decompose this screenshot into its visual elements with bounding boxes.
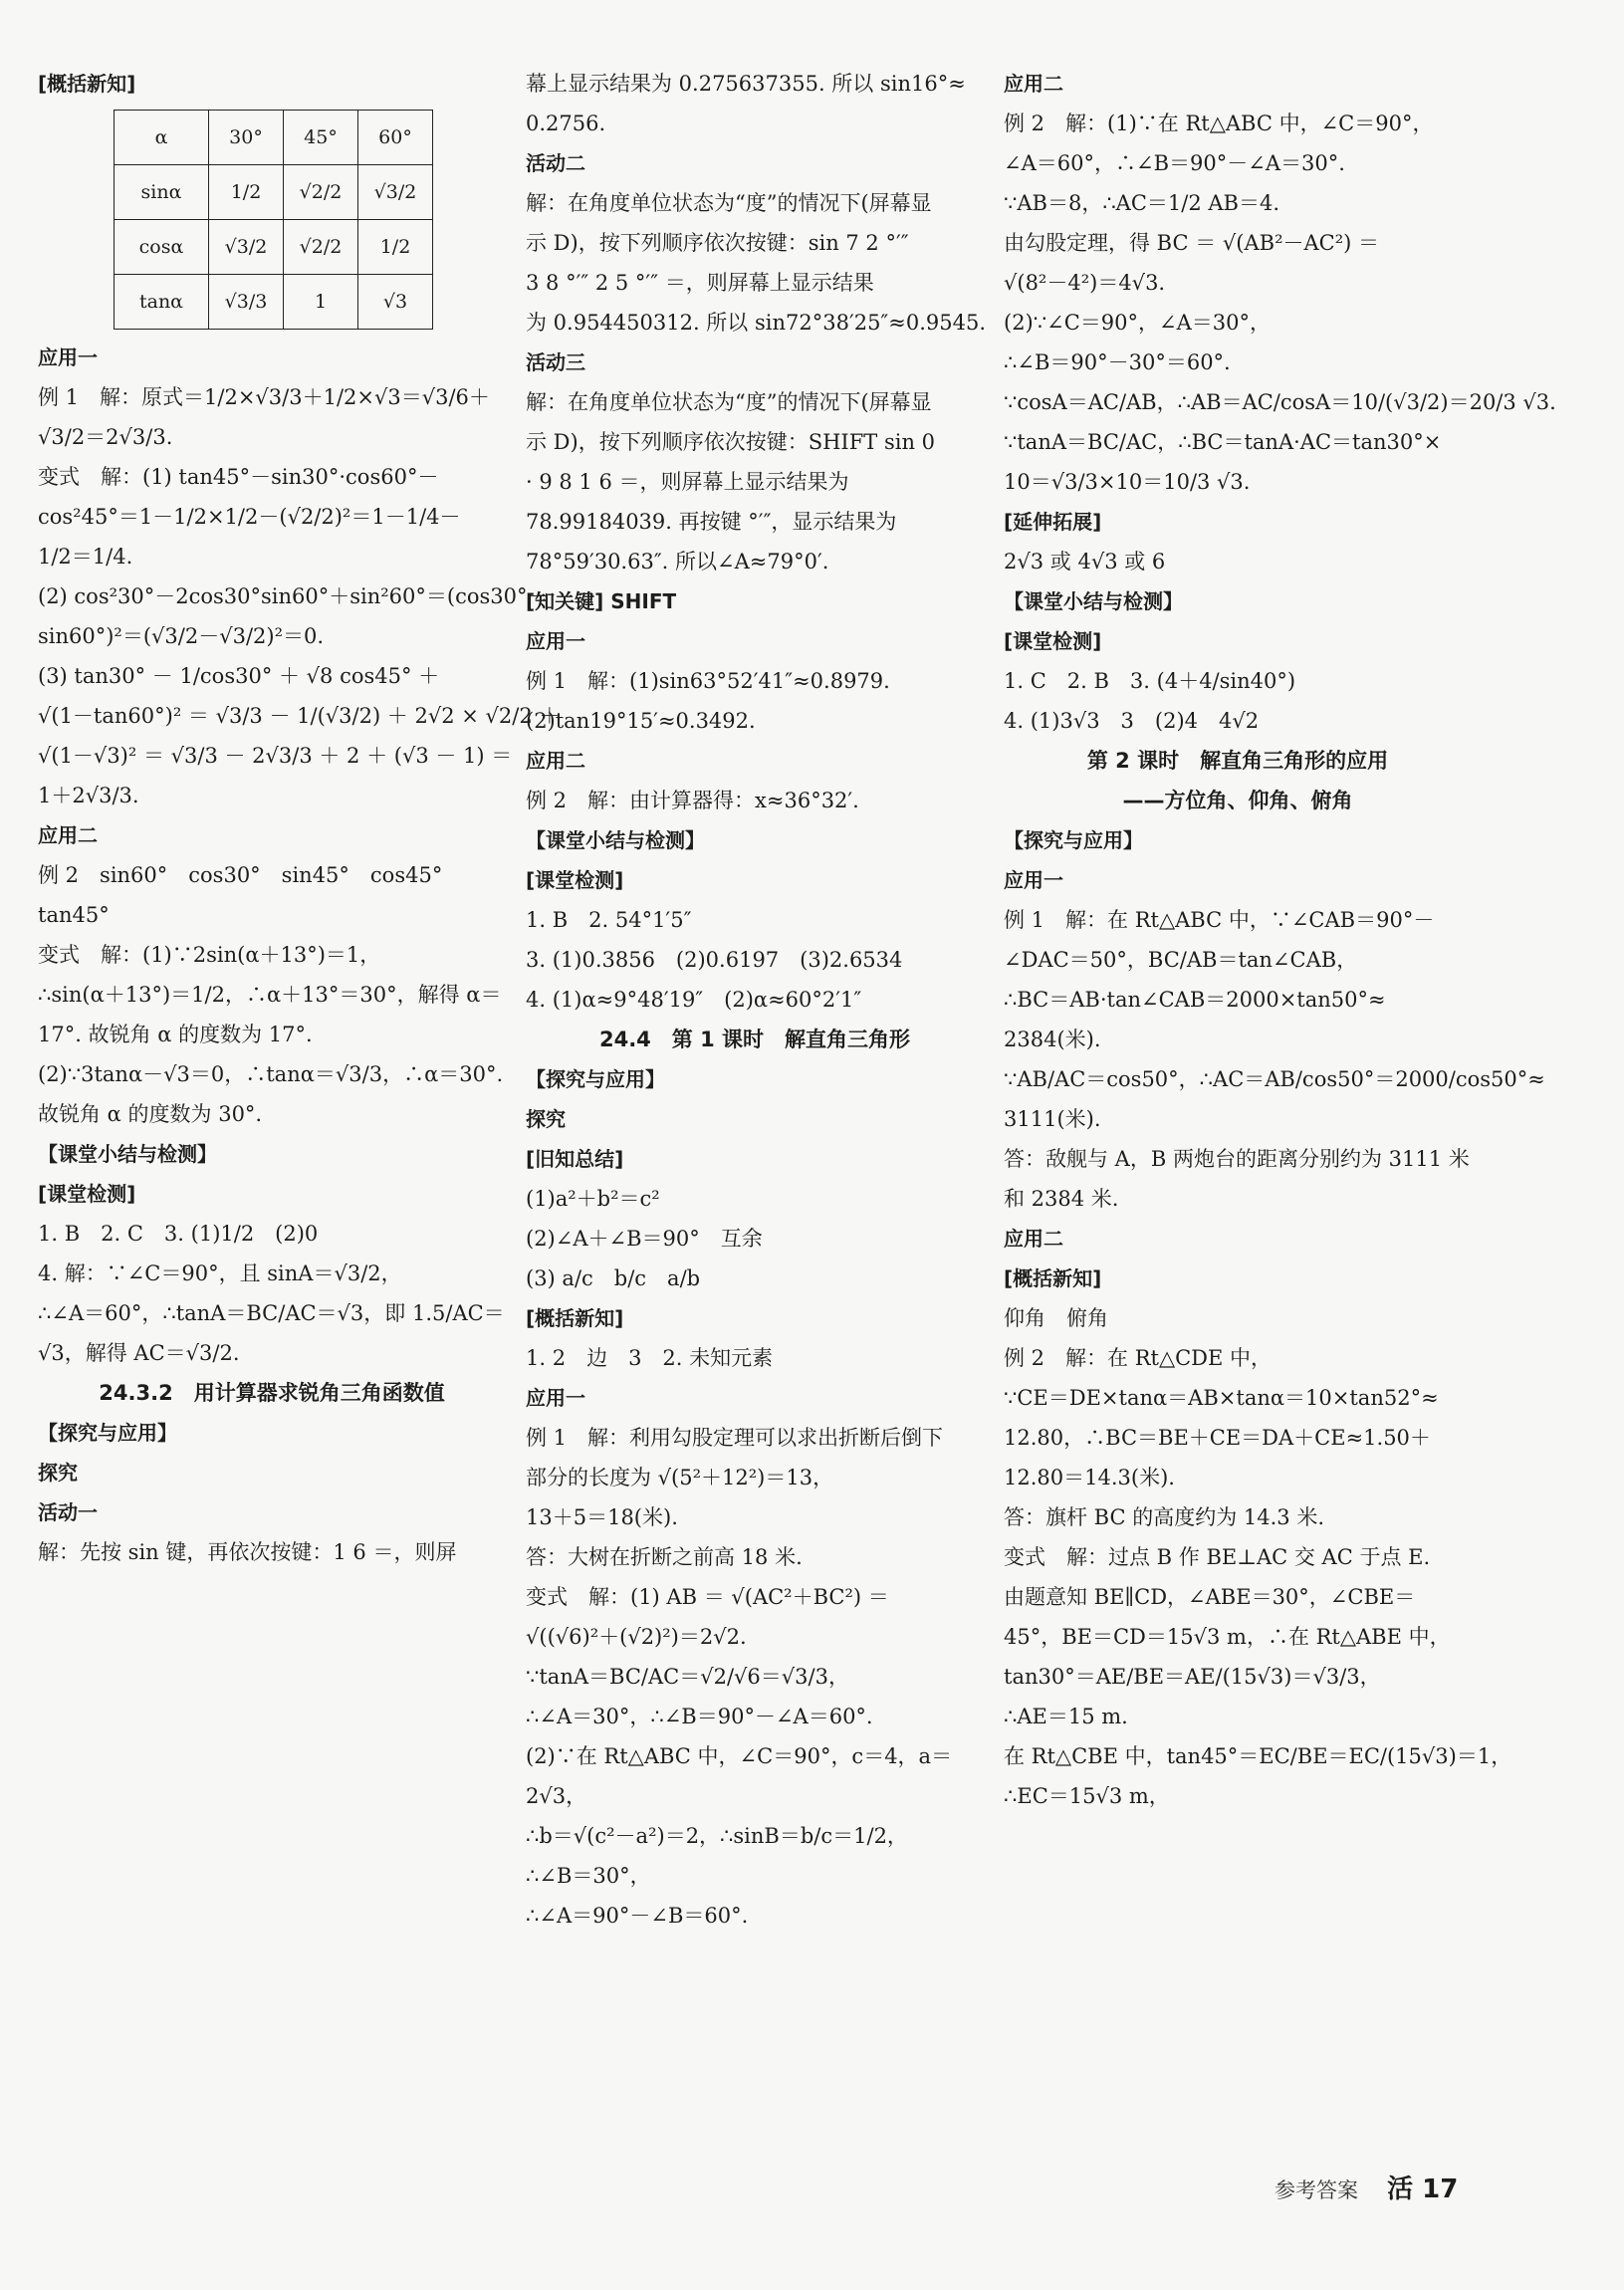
text-line: ∵cosA＝AC/AB，∴AB＝AC/cosA＝10/(√3/2)＝20/3 √3.: [1004, 390, 1556, 414]
text-line: 例 1 解：原式＝1/2×√3/3＋1/2×√3＝√3/6＋: [38, 385, 490, 409]
text-line: 应用二: [1004, 1227, 1063, 1251]
text-line: 2√3，: [526, 1784, 587, 1808]
table-cell: √2/2: [284, 165, 358, 220]
table-cell: cosα: [115, 220, 209, 275]
text-line: 示 D)，按下列顺序依次按键：SHIFT sin 0: [526, 430, 936, 454]
text-line: 4. (1)3√3 3 (2)4 4√2: [1004, 709, 1260, 733]
text-line: 应用一: [38, 345, 98, 369]
text-line: √(1－√3)² ＝ √3/3 － 2√3/3 ＋ 2 ＋ (√3 － 1) ＝: [38, 744, 513, 768]
table-cell: √3/2: [358, 165, 433, 220]
text-line: 由题意知 BE∥CD，∠ABE＝30°，∠CBE＝: [1004, 1585, 1416, 1609]
text-line: 例 1 解：利用勾股定理可以求出折断后倒下: [526, 1426, 944, 1450]
text-line: 1. 2 边 3 2. 未知元素: [526, 1346, 774, 1370]
text-line: [旧知总结]: [526, 1147, 624, 1171]
text-line: ∴AE＝15 m.: [1004, 1705, 1128, 1728]
text-line: 变式 解：(1)∵2sin(α＋13°)＝1，: [38, 943, 381, 967]
text-line: ∵AB＝8，∴AC＝1/2 AB＝4.: [1004, 191, 1280, 215]
text-line: [概括新知]: [526, 1306, 624, 1330]
text-line: sin60°)²＝(√3/2－√3/2)²＝0.: [38, 624, 325, 648]
table-cell: 45°: [284, 111, 358, 165]
text-line: 17°. 故锐角 α 的度数为 17°.: [38, 1023, 313, 1046]
text-line: (2)∵3tanα－√3＝0，∴tanα＝√3/3，∴α＝30°.: [38, 1062, 504, 1086]
text-line: ∴b＝√(c²－a²)＝2，∴sinB＝b/c＝1/2，: [526, 1824, 908, 1848]
text-line: 13＋5＝18(米).: [526, 1505, 678, 1529]
text-line: 和 2384 米.: [1004, 1187, 1119, 1211]
text-line: 45°，BE＝CD＝15√3 m，∴在 Rt△ABE 中，: [1004, 1625, 1451, 1649]
text-line: 由勾股定理，得 BC ＝ √(AB²－AC²) ＝: [1004, 231, 1380, 255]
column-middle: [526, 70, 987, 1942]
text-line: √3，解得 AC＝√3/2.: [38, 1341, 240, 1365]
text-line: ∴∠B＝30°，: [526, 1864, 651, 1888]
text-line: 应用二: [526, 749, 585, 773]
text-line: 活动二: [526, 151, 585, 175]
text-line: ∴∠A＝30°，∴∠B＝90°－∠A＝60°.: [526, 1705, 873, 1728]
page-footer: [1275, 2169, 1458, 2205]
text-line: 2384(米).: [1004, 1028, 1101, 1051]
table-cell: 1/2: [209, 165, 284, 220]
text-line: 0.2756.: [526, 112, 606, 135]
text-line: 部分的长度为 √(5²＋12²)＝13，: [526, 1466, 834, 1489]
text-line: 1. C 2. B 3. (4＋4/sin40°): [1004, 669, 1296, 693]
text-line: (2)∵∠C＝90°，∠A＝30°，: [1004, 311, 1271, 335]
text-line: 在 Rt△CBE 中，tan45°＝EC/BE＝EC/(15√3)＝1，: [1004, 1744, 1512, 1768]
text-line: 78°59′30.63″. 所以∠A≈79°0′.: [526, 550, 829, 573]
text-line: 应用一: [526, 629, 585, 653]
text-line: ∴∠A＝90°－∠B＝60°.: [526, 1904, 749, 1928]
section-label: [概括新知]: [38, 72, 136, 96]
text-line: (2)∵在 Rt△ABC 中，∠C＝90°，c＝4，a＝: [526, 1744, 953, 1768]
text-line: 例 2 sin60° cos30° sin45° cos45°: [38, 863, 443, 887]
text-line: 变式 解：过点 B 作 BE⊥AC 交 AC 于点 E.: [1004, 1545, 1431, 1569]
text-line: 3111(米).: [1004, 1107, 1101, 1131]
text-line: 例 2 解：在 Rt△CDE 中，: [1004, 1346, 1273, 1370]
text-line: ∠A＝60°，∴∠B＝90°－∠A＝30°.: [1004, 151, 1345, 175]
text-line: 4. 解：∵∠C＝90°，且 sinA＝√3/2，: [38, 1261, 402, 1285]
text-line: 解：在角度单位状态为“度”的情况下(屏幕显: [526, 191, 932, 215]
text-line: 例 2 解：(1)∵在 Rt△ABC 中，∠C＝90°，: [1004, 112, 1434, 135]
text-line: 1. B 2. C 3. (1)1/2 (2)0: [38, 1222, 319, 1246]
text-line: 3 8 °′″ 2 5 °′″ ＝，则屏幕上显示结果: [526, 271, 874, 295]
text-line: 12.80＝14.3(米).: [1004, 1466, 1175, 1489]
table-row: [115, 165, 433, 220]
text-line: ∵AB/AC＝cos50°，∴AC＝AB/cos50°＝2000/cos50°≈: [1004, 1067, 1545, 1091]
text-line: 【课堂小结与检测】: [1004, 589, 1183, 613]
text-line: tan30°＝AE/BE＝AE/(15√3)＝√3/3，: [1004, 1665, 1381, 1689]
table-cell: √3: [358, 275, 433, 330]
text-line: ∴BC＝AB·tan∠CAB＝2000×tan50°≈: [1004, 988, 1386, 1012]
text-line: 10＝√3/3×10＝10/3 √3.: [1004, 470, 1251, 494]
table-cell: √3/2: [209, 220, 284, 275]
text-line: ∴EC＝15√3 m，: [1004, 1784, 1170, 1808]
page-number: 活 17: [1387, 2175, 1459, 2204]
text-line: 2√3 或 4√3 或 6: [1004, 550, 1166, 573]
table-row: [115, 220, 433, 275]
table-cell: 60°: [358, 111, 433, 165]
text-line: 3. (1)0.3856 (2)0.6197 (3)2.6534: [526, 948, 903, 972]
text-line: 应用一: [1004, 868, 1063, 892]
text-line: (3) tan30° － 1/cos30° ＋ √8 cos45° ＋: [38, 664, 440, 688]
text-line: 应用一: [526, 1386, 585, 1410]
text-line: (2)∠A＋∠B＝90° 互余: [526, 1227, 763, 1251]
text-line: 例 1 解：在 Rt△ABC 中，∵∠CAB＝90°－: [1004, 908, 1435, 932]
text-line: ∠DAC＝50°，BC/AB＝tan∠CAB，: [1004, 948, 1358, 972]
text-line: 活动一: [38, 1500, 98, 1524]
text-line: 78.99184039. 再按键 °′″，显示结果为: [526, 510, 897, 534]
text-line: √(1－tan60°)² ＝ √3/3 － 1/(√3/2) ＋ 2√2 × √2/2 ＋: [38, 704, 561, 728]
text-line: 解：在角度单位状态为“度”的情况下(屏幕显: [526, 390, 932, 414]
trig-value-table: [114, 110, 433, 330]
text-line: [概括新知]: [1004, 1266, 1102, 1290]
text-line: · 9 8 1 6 ＝，则屏幕上显示结果为: [526, 470, 849, 494]
footer-label: 参考答案: [1275, 2178, 1358, 2202]
table-cell: tanα: [115, 275, 209, 330]
table-cell: 1/2: [358, 220, 433, 275]
text-line: 幕上显示结果为 0.275637355. 所以 sin16°≈: [526, 72, 966, 96]
text-line: ∴∠B＝90°－30°＝60°.: [1004, 350, 1231, 374]
text-line: 为 0.954450312. 所以 sin72°38′25″≈0.9545.: [526, 311, 987, 335]
text-line: 4. (1)α≈9°48′19″ (2)α≈60°2′1″: [526, 988, 862, 1012]
text-line: 1/2＝1/4.: [38, 545, 133, 569]
text-line: (1)a²＋b²＝c²: [526, 1187, 660, 1211]
table-cell: α: [115, 111, 209, 165]
text-lines: [526, 70, 987, 1931]
text-line: 第 2 课时 解直角三角形的应用: [1086, 749, 1389, 773]
text-line: ∵CE＝DE×tanα＝AB×tanα＝10×tan52°≈: [1004, 1386, 1439, 1410]
text-line: 应用二: [1004, 72, 1063, 96]
text-line: ——方位角、仰角、俯角: [1122, 789, 1353, 812]
text-line: [延伸拓展]: [1004, 510, 1102, 534]
text-line: [课堂检测]: [1004, 629, 1102, 653]
text-line: 【探究与应用】: [526, 1067, 665, 1091]
text-line: (3) a/c b/c a/b: [526, 1266, 701, 1290]
table-cell: √3/3: [209, 275, 284, 330]
text-line: 12.80，∴BC＝BE＋CE＝DA＋CE≈1.50＋: [1004, 1426, 1431, 1450]
text-line: √3/2＝2√3/3.: [38, 425, 173, 449]
column-right: [1004, 70, 1556, 1822]
text-line: 探究: [38, 1461, 78, 1485]
table-cell: 30°: [209, 111, 284, 165]
text-line: ∵tanA＝BC/AC，∴BC＝tanA·AC＝tan30°×: [1004, 430, 1442, 454]
table-cell: √2/2: [284, 220, 358, 275]
text-line: [课堂检测]: [526, 868, 624, 892]
text-line: 【课堂小结与检测】: [526, 828, 705, 852]
text-line: 变式 解：(1) tan45°－sin30°·cos60°－: [38, 465, 439, 489]
text-line: ∴∠A＝60°，∴tanA＝BC/AC＝√3，即 1.5/AC＝: [38, 1301, 505, 1325]
text-line: 仰角 俯角: [1004, 1306, 1108, 1330]
text-line: (2) cos²30°－2cos30°sin60°＋sin²60°＝(cos30°－: [38, 584, 549, 608]
text-line: (2)tan19°15′≈0.3492.: [526, 709, 756, 733]
text-line: √(8²－4²)＝4√3.: [1004, 271, 1166, 295]
text-line: 例 2 解：由计算器得：x≈36°32′.: [526, 789, 859, 812]
text-line: tan45°: [38, 903, 110, 927]
text-line: 1. B 2. 54°1′5″: [526, 908, 692, 932]
table-cell: sinα: [115, 165, 209, 220]
text-line: 例 1 解：(1)sin63°52′41″≈0.8979.: [526, 669, 890, 693]
text-line: 解：先按 sin 键，再依次按键：1 6 ＝，则屏: [38, 1540, 457, 1564]
text-line: 24.4 第 1 课时 解直角三角形: [598, 1028, 911, 1051]
text-line: 应用二: [38, 823, 98, 847]
text-lines: [1004, 70, 1556, 1811]
text-line: √((√6)²＋(√2)²)＝2√2.: [526, 1625, 747, 1649]
text-line: ∵tanA＝BC/AC＝√2/√6＝√3/3，: [526, 1665, 849, 1689]
text-line: 示 D)，按下列顺序依次按键：sin 7 2 °′″: [526, 231, 909, 255]
text-line: [知关键] SHIFT: [526, 589, 677, 613]
text-line: 1＋2√3/3.: [38, 784, 139, 807]
text-line: 活动三: [526, 350, 585, 374]
table-header-row: [115, 111, 433, 165]
text-line: 答：大树在折断之前高 18 米.: [526, 1545, 803, 1569]
table-cell: 1: [284, 275, 358, 330]
table-row: [115, 275, 433, 330]
text-line: 答：旗杆 BC 的高度约为 14.3 米.: [1004, 1505, 1325, 1529]
text-line: cos²45°＝1－1/2×1/2－(√2/2)²＝1－1/4－: [38, 505, 461, 529]
text-line: 【课堂小结与检测】: [38, 1142, 217, 1166]
text-line: 24.3.2 用计算器求锐角三角函数值: [99, 1381, 445, 1405]
text-line: 答：敌舰与 A，B 两炮台的距离分别约为 3111 米: [1004, 1147, 1470, 1171]
text-line: 【探究与应用】: [1004, 828, 1143, 852]
text-line: ∴sin(α＋13°)＝1/2，∴α＋13°＝30°，解得 α＝: [38, 983, 502, 1007]
text-line: 【探究与应用】: [38, 1421, 177, 1445]
text-line: 探究: [526, 1107, 566, 1131]
text-line: [课堂检测]: [38, 1182, 136, 1206]
text-line: 故锐角 α 的度数为 30°.: [38, 1102, 263, 1126]
text-line: 变式 解：(1) AB ＝ √(AC²＋BC²) ＝: [526, 1585, 889, 1609]
